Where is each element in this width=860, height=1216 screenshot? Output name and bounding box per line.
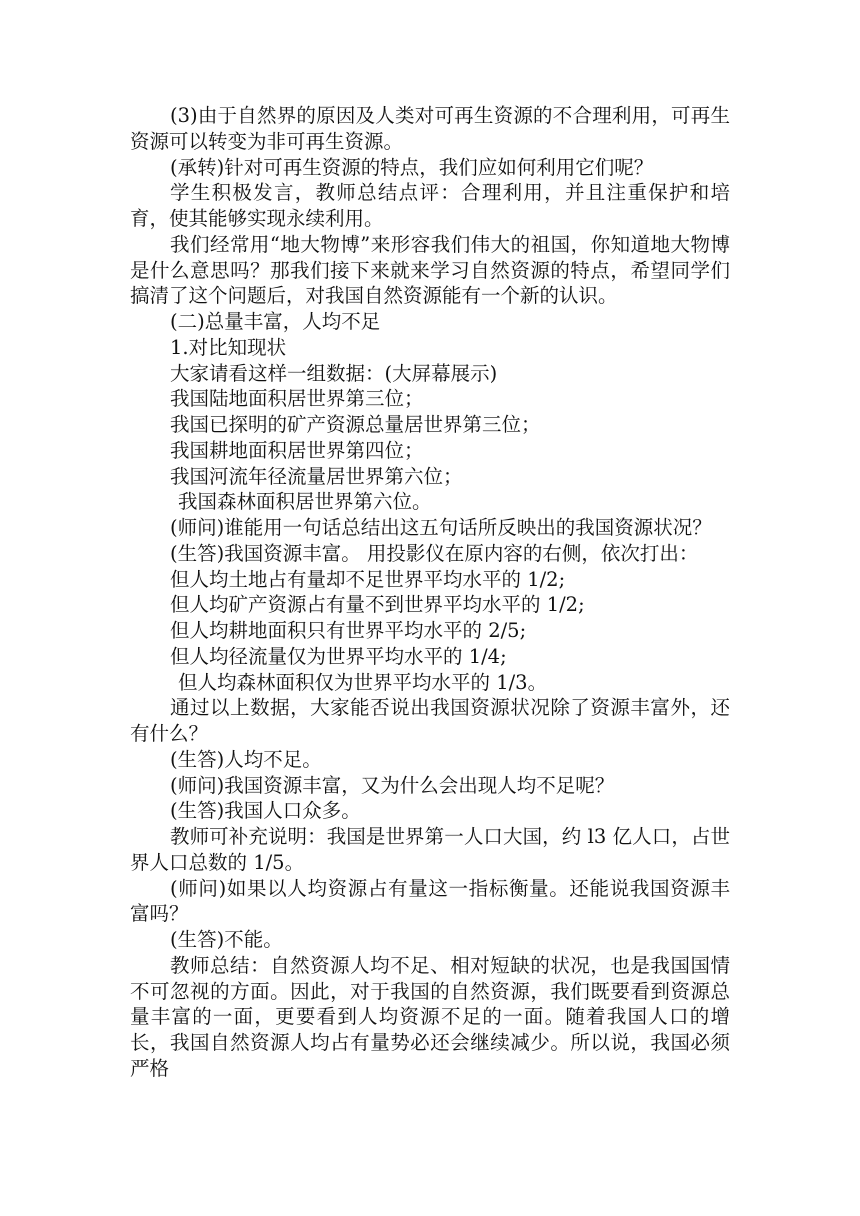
paragraph-teacher-conclusion: 教师总结：自然资源人均不足、相对短缺的状况，也是我国国情不可忽视的方面。因此，对于我国的自然资源，我们既要看到资源总量丰富的一面，更要看到人均资源不足的一面。随着我国人口的增长，我国自然资源人均占有量势必还会继续减少。所以说，我国必须严格 bbox=[130, 953, 730, 1080]
section-heading-abundance: (二)总量丰富，人均不足 bbox=[170, 310, 381, 333]
paragraph-intro-resources: 我们经常用“地大物博”来形容我们伟大的祖国，你知道地大物博是什么意思吗？那我们接下来就来学习自然资源的特点，希望同学们搞清了这个问题后，对我国自然资源能有一个新的认识。 bbox=[130, 232, 730, 308]
list-item-per-capita-land: 但人均土地占有量却不足世界平均水平的 1/2; bbox=[170, 567, 566, 591]
paragraph-teacher-supplement: 教师可补充说明：我国是世界第一人口大国，约 l3 亿人口，占世界人口总数的 1/5。 bbox=[130, 825, 730, 874]
paragraph-data-question: 通过以上数据，大家能否说出我国资源状况除了资源丰富外，还有什么？ bbox=[130, 696, 730, 745]
list-item-per-capita-farmland: 但人均耕地面积只有世界平均水平的 2/5; bbox=[170, 619, 527, 642]
paragraph-data-intro: 大家请看这样一组数据：(大屏幕展示) bbox=[170, 361, 498, 385]
paragraph-teacher-question-2: (师问)我国资源丰富，又为什么会出现人均不足呢？ bbox=[170, 773, 615, 797]
list-item-forest: 我国森林面积居世界第六位。 bbox=[178, 490, 432, 514]
paragraph-teacher-question-3: (师问)如果以人均资源占有量这一指标衡量。还能说我国资源丰富吗？ bbox=[130, 876, 730, 926]
list-item-farmland: 我国耕地面积居世界第四位； bbox=[170, 438, 424, 462]
list-item-land-area: 我国陆地面积居世界第三位； bbox=[170, 387, 424, 411]
list-item-per-capita-forest: 但人均森林面积仅为世界平均水平的 1/3。 bbox=[178, 670, 548, 694]
paragraph-student-answer-2: (生答)人均不足。 bbox=[170, 747, 322, 771]
list-item-per-capita-minerals: 但人均矿产资源占有量不到世界平均水平的 1/2; bbox=[170, 593, 585, 617]
paragraph-teacher-summary-1: 学生积极发言，教师总结点评：合理利用，并且注重保护和培育，使其能够实现永续利用。 bbox=[130, 181, 730, 230]
list-item-per-capita-runoff: 但人均径流量仅为世界平均水平的 1/4; bbox=[170, 644, 507, 668]
paragraph-teacher-question-1: (师问)谁能用一句话总结出这五句话所反映出的我国资源状况？ bbox=[170, 516, 712, 539]
list-item-minerals: 我国已探明的矿产资源总量居世界第三位； bbox=[170, 413, 541, 436]
list-item-runoff: 我国河流年径流量居世界第六位； bbox=[170, 464, 463, 488]
paragraph-transition-question: (承转)针对可再生资源的特点，我们应如何利用它们呢？ bbox=[170, 155, 654, 179]
paragraph-student-answer-3: (生答)我国人口众多。 bbox=[170, 799, 361, 823]
paragraph-renewable-conversion: (3)由于自然界的原因及人类对可再生资源的不合理利用，可再生资源可以转变为非可再生资源。 bbox=[130, 104, 730, 153]
subheading-comparison: 1.对比知现状 bbox=[170, 335, 287, 359]
paragraph-student-answer-4: (生答)不能。 bbox=[170, 928, 283, 951]
paragraph-student-answer-1: (生答)我国资源丰富。 用投影仪在原内容的右侧，依次打出： bbox=[170, 541, 699, 565]
document-body bbox=[130, 103, 730, 1082]
